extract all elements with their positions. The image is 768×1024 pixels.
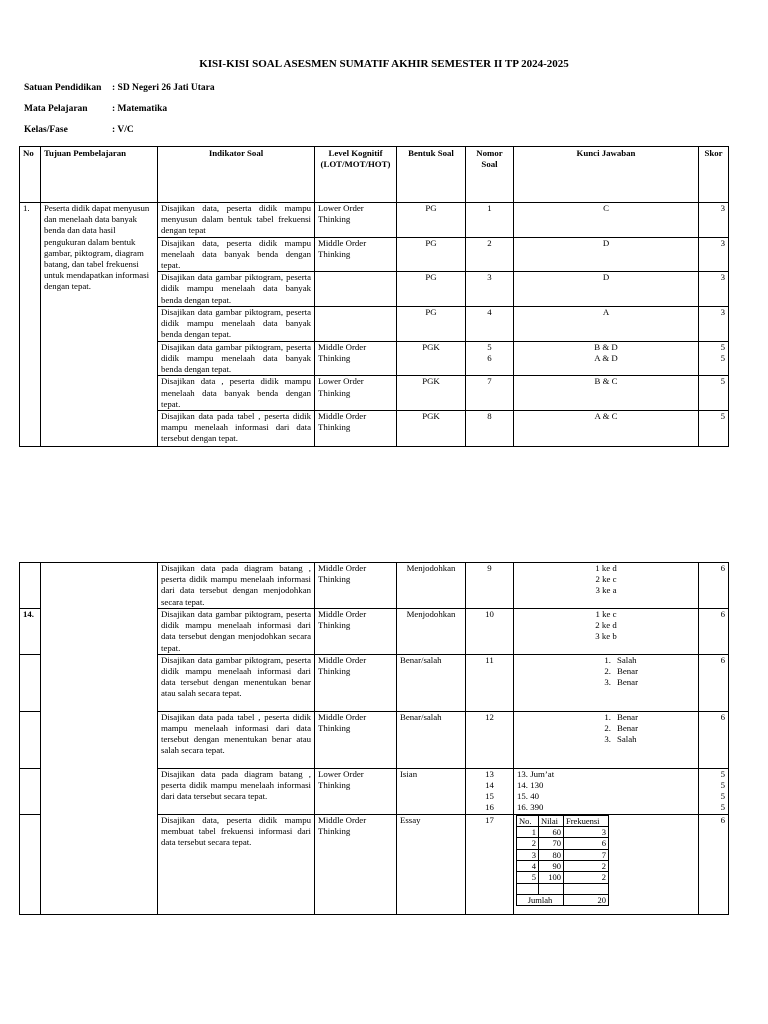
kunci-cell — [514, 711, 699, 768]
kisi-table-1 — [19, 146, 729, 447]
kunci-cell — [514, 814, 699, 914]
row-number — [20, 711, 41, 768]
level-cell: Lower Order Thinking — [315, 203, 397, 238]
level-cell: Middle Order Thinking — [315, 814, 397, 914]
nomor-cell: 17 — [466, 814, 514, 914]
header-indikator: Indikator Soal — [158, 147, 315, 203]
skor-cell: 5 5 — [699, 341, 729, 376]
bentuk-cell: PG — [397, 203, 466, 238]
row-number: 1. — [20, 203, 41, 447]
meta-value: : V/C — [112, 125, 134, 135]
header-bentuk: Bentuk Soal — [397, 147, 466, 203]
indikator-cell: Disajikan data, peserta didik mampu menelaah data banyak benda dengan tepat. — [158, 237, 315, 272]
bentuk-cell: Menjodohkan — [397, 609, 466, 655]
meta-kelas-fase — [24, 125, 134, 135]
header-kunci: Kunci Jawaban — [514, 147, 699, 203]
tujuan-pembelajaran: Peserta didik dapat menyusun dan menelaah data banyak benda dan data hasil pengukuran dalam bentuk gambar, piktogram, diagram batang, dan tabel frekuensi untuk mendapatkan informasi dengan tepat. — [41, 203, 158, 447]
list-item: 2. Benar — [604, 666, 639, 677]
bentuk-cell: PG — [397, 272, 466, 307]
indikator-cell: Disajikan data gambar piktogram, peserta didik mampu menelaah data banyak benda dengan tepat. — [158, 306, 315, 341]
document-title: KISI-KISI SOAL ASESMEN SUMATIF AKHIR SEMESTER II TP 2024-2025 — [199, 58, 569, 70]
table-row — [20, 563, 729, 609]
nomor-cell: 9 — [466, 563, 514, 609]
row-number — [20, 654, 41, 711]
skor-cell: 3 — [699, 306, 729, 341]
meta-label: Mata Pelajaran — [24, 104, 88, 114]
bentuk-cell: PG — [397, 306, 466, 341]
frequency-header-row — [517, 815, 609, 826]
list-item: 3. Salah — [604, 734, 637, 745]
skor-cell: 3 — [699, 272, 729, 307]
indikator-cell: Disajikan data pada diagram batang , peserta didik mampu menelaah informasi dari data tersebut dengan menjodohkan secara tepat. — [158, 563, 315, 609]
list-item: 2. Benar — [604, 723, 639, 734]
kunci-cell: 13. Jum’at 14. 130 15. 40 16. 390 — [514, 768, 699, 814]
indikator-cell: Disajikan data pada tabel , peserta didik mampu menelaah informasi dari data tersebut dengan menentukan benar atau salah secara tepat. — [158, 711, 315, 768]
freq-header-nilai: Nilai — [539, 815, 564, 826]
answer-list — [597, 655, 647, 689]
row-number: 14. — [20, 609, 41, 655]
skor-cell: 6 — [699, 814, 729, 914]
nomor-cell: 3 — [466, 272, 514, 307]
list-item: 1. Benar — [604, 711, 639, 722]
kunci-cell: B & C — [514, 376, 699, 411]
kunci-cell: 1 ke d 2 ke c 3 ke a — [514, 563, 699, 609]
nomor-cell: 5 6 — [466, 341, 514, 376]
bentuk-cell: Isian — [397, 768, 466, 814]
kunci-cell: 1 ke c 2 ke d 3 ke b — [514, 609, 699, 655]
tujuan-pembelajaran — [41, 563, 158, 915]
meta-satuan-pendidikan — [24, 83, 215, 93]
skor-cell: 3 — [699, 203, 729, 238]
kisi-table-2 — [19, 562, 729, 915]
header-level: Level Kognitif (LOT/MOT/HOT) — [315, 147, 397, 203]
nomor-cell: 12 — [466, 711, 514, 768]
skor-cell: 6 — [699, 711, 729, 768]
level-cell: Middle Order Thinking — [315, 237, 397, 272]
table-row: 4 90 2 — [517, 861, 609, 872]
table-row: 1 60 3 — [517, 827, 609, 838]
meta-mata-pelajaran — [24, 104, 167, 114]
table-row — [20, 203, 729, 238]
level-cell: Middle Order Thinking — [315, 609, 397, 655]
bentuk-cell: Menjodohkan — [397, 563, 466, 609]
nomor-cell: 10 — [466, 609, 514, 655]
bentuk-cell: PGK — [397, 411, 466, 447]
header-no: No — [20, 147, 41, 203]
level-cell: Middle Order Thinking — [315, 711, 397, 768]
table-row — [517, 883, 609, 894]
table-row: 5 100 2 — [517, 872, 609, 883]
skor-cell: 5 — [699, 411, 729, 447]
nomor-cell: 8 — [466, 411, 514, 447]
indikator-cell: Disajikan data gambar piktogram, peserta didik mampu menelaah data banyak benda dengan tepat. — [158, 341, 315, 376]
bentuk-cell: PG — [397, 237, 466, 272]
indikator-cell: Disajikan data gambar piktogram, peserta didik mampu menelaah informasi dari data tersebut dengan menjodohkan secara tepat. — [158, 609, 315, 655]
header-tujuan: Tujuan Pembelajaran — [41, 147, 158, 203]
level-cell: Lower Order Thinking — [315, 768, 397, 814]
freq-header-frekuensi: Frekuensi — [564, 815, 609, 826]
kunci-cell — [514, 654, 699, 711]
bentuk-cell: Benar/salah — [397, 711, 466, 768]
level-cell: Lower Order Thinking — [315, 376, 397, 411]
skor-cell: 6 — [699, 609, 729, 655]
indikator-cell: Disajikan data, peserta didik mampu menyusun dalam bentuk tabel frekuensi dengan tepat — [158, 203, 315, 238]
indikator-cell: Disajikan data pada tabel , peserta didik mampu menelaah informasi dari data tersebut dengan tepat. — [158, 411, 315, 447]
nomor-cell: 13 14 15 16 — [466, 768, 514, 814]
frequency-table — [516, 815, 609, 906]
indikator-cell: Disajikan data pada diagram batang , peserta didik mampu menelaah informasi dari data tersebut secara tepat. — [158, 768, 315, 814]
level-cell: Middle Order Thinking — [315, 411, 397, 447]
kunci-cell: A & C — [514, 411, 699, 447]
meta-label: Kelas/Fase — [24, 125, 68, 135]
indikator-cell: Disajikan data gambar piktogram, peserta didik mampu menelaah informasi dari data tersebut dengan menentukan benar atau salah secara tepat. — [158, 654, 315, 711]
row-number — [20, 563, 41, 609]
indikator-cell: Disajikan data , peserta didik mampu menelaah data banyak benda dengan tepat. — [158, 376, 315, 411]
meta-value: : Matematika — [112, 104, 168, 114]
meta-value: : SD Negeri 26 Jati Utara — [112, 83, 215, 93]
bentuk-cell: PGK — [397, 376, 466, 411]
bentuk-cell: PGK — [397, 341, 466, 376]
kunci-cell: A — [514, 306, 699, 341]
skor-cell: 5 5 5 5 — [699, 768, 729, 814]
header-nomor: Nomor Soal — [466, 147, 514, 203]
skor-cell: 6 — [699, 654, 729, 711]
frequency-total-row — [517, 894, 609, 905]
total-label: Jumlah — [517, 894, 564, 905]
nomor-cell: 4 — [466, 306, 514, 341]
bentuk-cell: Benar/salah — [397, 654, 466, 711]
row-number — [20, 814, 41, 914]
freq-header-no: No. — [517, 815, 539, 826]
list-item: 1. Salah — [604, 654, 637, 665]
nomor-cell: 11 — [466, 654, 514, 711]
level-cell — [315, 306, 397, 341]
meta-label: Satuan Pendidikan — [24, 83, 102, 93]
kunci-cell: D — [514, 237, 699, 272]
nomor-cell: 7 — [466, 376, 514, 411]
indikator-cell: Disajikan data, peserta didik mampu membuat tabel frekuensi informasi dari data tersebut secara tepat. — [158, 814, 315, 914]
table-header-row — [20, 147, 729, 203]
indikator-cell: Disajikan data gambar piktogram, peserta didik mampu menelaah data banyak benda dengan tepat. — [158, 272, 315, 307]
table-row: 3 80 7 — [517, 849, 609, 860]
row-number — [20, 768, 41, 814]
level-cell: Middle Order Thinking — [315, 341, 397, 376]
level-cell: Middle Order Thinking — [315, 563, 397, 609]
level-cell: Middle Order Thinking — [315, 654, 397, 711]
header-skor: Skor — [699, 147, 729, 203]
skor-cell: 3 — [699, 237, 729, 272]
nomor-cell: 2 — [466, 237, 514, 272]
table-row: 2 70 6 — [517, 838, 609, 849]
list-item: 3. Benar — [604, 677, 639, 688]
level-cell — [315, 272, 397, 307]
total-value: 20 — [564, 894, 609, 905]
kunci-cell: B & D A & D — [514, 341, 699, 376]
skor-cell: 5 — [699, 376, 729, 411]
bentuk-cell: Essay — [397, 814, 466, 914]
kunci-cell: D — [514, 272, 699, 307]
skor-cell: 6 — [699, 563, 729, 609]
kunci-cell: C — [514, 203, 699, 238]
nomor-cell: 1 — [466, 203, 514, 238]
answer-list — [597, 712, 647, 746]
